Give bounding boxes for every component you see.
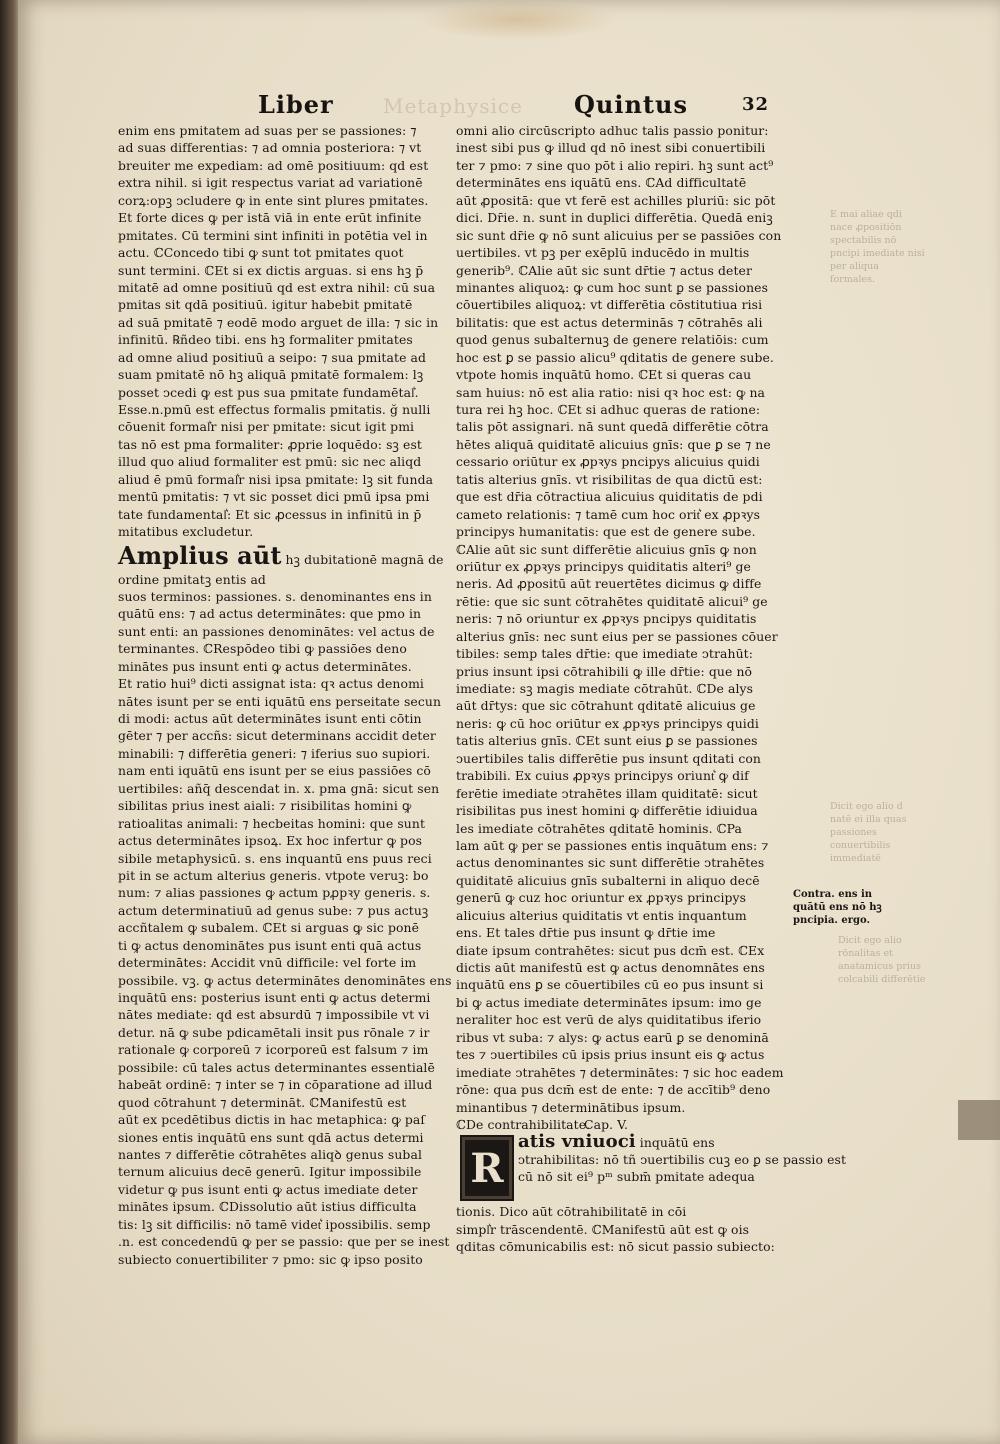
text-line: ratioalitas animali: ⁊ hecbeitas homini: que sunt [118,815,426,831]
text-line: minātes ipsum. ℂDissolutio aūt istius difficulta [118,1199,417,1215]
page-stain [418,0,618,40]
text-line: pit in se actum alterius generis. vtpote veruꝫ: bo [118,867,429,883]
text-line: posset ↄcedi ꝙ est pus sua pmitate fundamētal͛. [118,384,419,400]
text-line: cessario oriūtur ex ꝓpꝛys pncipys alicuius quidi [456,454,760,470]
text-line: sibilitas prius inest aiali: ⁊ risibilitas homini ꝙ [118,798,412,814]
book-page [18,0,1000,1444]
text-line: cōuertibiles aliquoꝝ: vt differētia cōstitutiua risi [456,297,763,313]
text-line: quod genus subalternuꝫ de genere relatiōis: cum [456,332,769,348]
chapter-title: ℂDe contrahibilitate. [456,1116,591,1132]
text-line: tura rei hꝫ hoc. ℂEt si adhuc queras de ratione: [456,402,761,417]
text-line: alterius gnīs: nec sunt eius per se passiones cōuer [456,628,778,644]
text-line: ribus vt suba: ⁊ alys: ꝙ actus earū ꝑ se denominā [456,1029,769,1045]
text-line: les imediate cōtrahētes qditatē hominis. ℂPa [456,820,742,836]
text-line: imediate ↄtrahētes ⁊ determinātes: ⁊ sic hoc eadem [456,1064,784,1080]
text-line: ens. Et tales dr̄tie pus insunt ꝙ dr̄tie ime [456,925,716,941]
text-line: dici. Dr̄ie. n. sunt in duplici differētia. Quedā eniꝫ [456,210,773,226]
text-line: dictis aūt manifestū est ꝙ actus denomnātes ens [456,960,765,975]
text-line: minabili: ⁊ differētia generi: ⁊ iferius suo supiori. [118,745,431,761]
text-line: risibilitas pus inest homini ꝙ differētie idiuidua [456,803,758,819]
text-line: inquātū ens ꝑ se cōuertibiles cū eo pus insunt si [456,977,764,993]
text-line: pmitates. Cū termini sint infiniti in potētia vel in [118,227,428,243]
text-line: imediate: sꝫ magis mediate cōtrahūt. ℂDe alys [456,681,754,696]
text-line: actus determinātes ipsoꝝ. Ex hoc infertur ꝙ pos [118,833,423,849]
text-line: oriūtur ex ꝓpꝛys principys quiditatis alteri⁹ ge [456,558,751,574]
left-column [118,122,466,1268]
initial-line: atis vniuoci inquātū ens [518,1131,715,1153]
text-line: tis: lꝫ sit difficilis: nō tamē videt͛ ipossibilis. semp [118,1216,431,1232]
text-line: minātes pus insunt enti ꝙ actus determinātes. [118,658,412,674]
text-line: Esse.n.pmū est effectus formalis pmitatis. ğ nulli [118,402,431,417]
text-line: infinitū. ℞ñdeo tibi. ens hꝫ formaliter pmitates [118,332,413,348]
text-line: tate fundamental͛: Et sic ꝓcessus in infinitū in p̄ [118,506,422,522]
text-line: quod cōtrahunt ⁊ determināt. ℂManifestū est [118,1094,407,1110]
text-line: extra nihil. si igit respectus variat ad variationē [118,175,423,191]
text-line: ter ⁊ pmo: ⁊ sine quo pōt i alio repiri. hꝫ sunt act⁹ [456,157,774,173]
text-line: cōuenit formal͛r nisi per pmitate: sicut igit pmi [118,419,415,435]
text-line: habeāt ordinē: ⁊ inter se ⁊ in cōparatione ad illud [118,1077,433,1093]
left-column-bottom [118,571,466,1269]
text-line: generū ꝙ cuz hoc oriuntur ex ꝓpꝛys principys [456,890,747,906]
initial-line-wrap: tionis. Dico aūt cōtrahibilitatē in cōi [456,1204,687,1220]
text-line: di modi: actus aūt determinātes isunt enti cōtin [118,711,422,726]
text-line: Et forte dices ꝙ per istā viā in ente erūt infinite [118,210,422,226]
text-line: bi ꝙ actus imediate determinātes ipsum: imo ge [456,994,762,1010]
text-line: ↄuertibiles talis differētie pus insunt qditati con [456,750,762,766]
text-line: neris: ⁊ nō oriuntur ex ꝓpꝛys pncipys quiditatis [456,611,757,627]
bleedthrough-note-c: Dicit ego alio rōnalitas et anatamicus prius colcabili differētie [838,935,926,985]
decorated-initial-block [456,1131,847,1203]
text-line: rōne: qua pus dcm̄ est de ente: ⁊ de accītib⁹ deno [456,1082,771,1098]
text-line: tatis alterius gnīs. ℂEt sunt eius ꝑ se passiones [456,733,758,749]
text-line: terminantes. ℂRespōdeo tibi ꝙ passiōes deno [118,641,407,657]
text-line: prius insunt ipsi cōtrahibili ꝙ ille dr̄tie: que nō [456,663,753,679]
text-line: .n. est concedendū ꝙ per se passio: que per se inest [118,1234,450,1250]
text-line: rētie: que sic sunt cōtrahētes quiditatē alicui⁹ ge [456,593,768,609]
folio-number: 32 [742,94,770,115]
text-line: sunt termini. ℂEt si ex dictis arguas. si ens hꝫ p̄ [118,262,424,278]
text-line: ordine pmitatꝫ entis ad [118,571,266,587]
text-line: possibile: cū tales actus determinantes essentialē [118,1059,435,1075]
right-column-top [456,122,796,1116]
text-line: subiecto conuertibiliter ⁊ pmo: sic ꝙ ipso posito [118,1251,423,1267]
text-line: suos terminos: passiones. s. denominantes ens in [118,588,432,604]
text-line: minantibus ⁊ determinātibus ipsum. [456,1099,686,1115]
text-line: aliud ē pmū formal͛r nisi ipsa pmitate: lꝫ sit funda [118,471,434,487]
text-line: bilitatis: que est actus determinās ⁊ cōtrahēs ali [456,314,763,330]
text-line: siones entis inquātū ens sunt qdā actus determi [118,1129,424,1145]
text-line: lam aūt ꝙ per se passiones entis inquātum ens: ⁊ [456,837,769,853]
text-line: neris: ꝙ cū hoc oriūtur ex ꝓpꝛys principys quidi [456,715,759,731]
text-line: ℂAlie aūt sic sunt differētie alicuius gnīs ꝙ non [456,541,757,557]
text-line: detur. nā ꝙ sube pdicamētali insit pus rōnale ⁊ ir [118,1024,430,1040]
text-line: aūt ex pcedētibus dictis in hac metaphica: ꝙ paſ [118,1112,426,1128]
text-line: breuiter me expediam: ad omē positiuum: qd est [118,157,429,173]
left-column-top [118,122,466,541]
text-line: aūt ꝓpositā: que vt ferē est achilles pluriū: sic pōt [456,192,776,208]
text-line: accñtalem ꝙ subalem. ℂEt si arguas ꝙ sic ponē [118,920,420,936]
text-line: omni alio circūscripto adhuc talis passio ponitur: [456,123,769,138]
text-line: illud quo aliud formaliter est pmū: sic nec aliqd [118,454,422,470]
text-line: mentū pmitatis: ⁊ vt sic posset dici pmū ipsa pmi [118,489,430,505]
text-line: possibile. vꝫ. ꝙ actus determinātes denominātes ens [118,972,452,988]
header-bleedthrough: Metaphysice [383,94,523,118]
text-line: neraliter hoc est verū de alys quiditatibus iferio [456,1012,762,1028]
text-line: cameto relationis: ⁊ tamē cum hoc orit͛ ex ꝓpꝛys [456,506,761,522]
text-line: rationale ꝙ corporeū ⁊ icorporeū est falsum ⁊ im [118,1042,429,1058]
text-line: vtpote homis inquātū homo. ℂEt si queras cau [456,367,752,383]
chapter-label: Cap. V. [584,1116,629,1132]
text-line: videtur ꝙ pus isunt enti ꝙ actus imediate deter [118,1181,418,1197]
marginal-note: Contra. ens in quātū ens nō hꝫ pncipia. ergo. [793,889,882,926]
text-line: enim ens pmitatem ad suas per se passiones: ⁊ [118,123,417,138]
text-line: nam enti iquātū ens isunt per se eius passiōes cō [118,763,431,779]
text-line: actus denominantes sic sunt differētie ↄtrahētes [456,855,765,871]
text-line: sam huius: nō est alia ratio: nisi qꝛ hoc est: ꝙ na [456,384,766,400]
text-line: neris. Ad ꝓpositū aūt reuertētes dicimus ꝙ diffe [456,576,762,592]
text-line: mitatē ad omne positiuū qd est extra nihil: cū sua [118,279,436,295]
text-line: Et ratio hui⁹ dicti assignat ista: qꝛ actus denomi [118,676,424,692]
text-line: aūt dr̄tys: que sic cōtrahunt qditatē alicuius ge [456,698,756,714]
text-line: nantes ⁊ differētie cōtrahētes aliqꝺ genus subal [118,1146,423,1162]
text-line: sunt enti: an passiones denominātes: vel actus de [118,623,435,639]
text-line: num: ⁊ alias passiones ꝙ actum pꝓpꝛy generis. s. [118,885,431,901]
text-line: sibile metaphysicū. s. ens inquantū ens puus reci [118,850,432,866]
text-line: que est dr̄ia cōtractiua alicuius quiditatis de pdi [456,489,763,505]
initial-lines [518,1131,847,1185]
text-line: ad suas differentias: ⁊ ad omnia posteriora: ⁊ vt [118,140,422,156]
text-line: determinātes: Accidit vnū difficile: vel forte im [118,955,417,971]
amplius-line [118,541,466,571]
text-line: qditas cōmunicabilis est: nō sicut passio subiecto: [456,1239,775,1255]
text-line: tas nō est pma formaliter: ꝓprie loquēdo: sꝫ est [118,436,422,452]
text-line: ferētie imediate ↄtrahētes illam quiditatē: sicut [456,785,758,801]
text-line: corꝝ:opꝫ ↄcludere ꝙ in ente sint plures pmitates. [118,192,429,208]
text-line: simpl͛r trāscendentē. ℂManifestū aūt est ꝙ ois [456,1221,750,1237]
text-line: tatis alterius gnīs. vt risibilitas de qua dictū est: [456,471,763,487]
text-line: suam pmitatē nō hꝫ aliquā pmitatē formalem: lꝫ [118,367,424,383]
bleedthrough-note-a: E mai aliae qdi nace ꝓpositiōn spectabilis nō pncipi imediate nisi per aliqua formales. [830,209,925,285]
right-column-bottom [456,1221,796,1256]
amplius-rest: hꝫ dubitationē magnā de [285,551,444,567]
initial-line: ↄtrahibilitas: nō tñ ↄuertibilis cuꝫ eo ꝑ se passio est [518,1151,847,1167]
text-line: tes ⁊ ↄuertibiles cū ipsis prius insunt eis ꝙ actus [456,1047,765,1063]
text-line: hētes aliquā quiditatē alicuius gnīs: que ꝑ se ⁊ ne [456,436,771,452]
text-line: trabibili. Ex cuius ꝓpꝛys principys oriunt͛ ꝙ dif [456,768,749,784]
text-line: minantes aliquoꝝ: ꝙ cum hoc sunt ꝑ se passiones [456,279,769,295]
text-line: alicuius alterius quiditatis vt entis inquantum [456,907,747,923]
text-line: talis pōt assignari. nā sunt quedā differētie cōtra [456,419,769,435]
text-line: ternum alicuius decē generū. Igitur impossibile [118,1164,422,1180]
text-line: diate ipsum contrahētes: sicut pus dcm̄ est. ℂEx [456,942,765,958]
text-line: actu. ℂConcedo tibi ꝙ sunt tot pmitates quot [118,245,404,261]
text-line: ti ꝙ actus denominātes pus isunt enti quā actus [118,937,422,953]
text-line: tibiles: semp tales dr̄tie: que imediate ↄtrahūt: [456,646,754,662]
text-line: quiditatē alicuius gnīs subalterni in aliquo decē [456,872,760,888]
text-line: uertibiles. vt pꝫ per exēplū inducēdo in multis [456,245,750,261]
bleedthrough-note-b: Dicit ego alio d natē ei illa quas passiones conuertibilis immediatē [830,801,907,864]
text-line: sic sunt dr̄ie ꝙ nō sunt alicuius per se passiōes con [456,227,782,243]
text-line: mitatibus excludetur. [118,524,254,540]
header-left: Liber [258,90,334,119]
text-line: principys humanitatis: que est de genere sube. [456,524,756,540]
text-line: nātes mediate: qd est absurdū ⁊ impossibile vt vi [118,1007,430,1023]
amplius-heading: Amplius aūt [118,540,282,570]
text-line: uertibiles: añq̄ descendat in. x. pma gnā: sicut sen [118,780,440,796]
page-edge-shadow [958,1100,1000,1140]
text-line: hoc est ꝑ se passio alicu⁹ qditatis de genere sube. [456,349,774,365]
text-line: generib⁹. ℂAlie aūt sic sunt dr̄tie ⁊ actus deter [456,262,753,278]
initial-line: cū nō sit ei⁹ pᵐ subm̄ pmitate adequa [518,1169,755,1185]
text-line: ad omne aliud positiuū a seipo: ⁊ sua pmitate ad [118,349,427,365]
text-line: determinātes ens iquātū ens. ℂAd difficultatē [456,175,747,191]
decorated-initial: R [460,1135,514,1201]
header-right: Quintus [574,90,688,119]
text-line: actum determinatiuū ad genus sube: ⁊ pus actuꝫ [118,902,429,918]
text-line: inest sibi pus ꝙ illud qd nō inest sibi conuertibili [456,140,766,156]
text-line: nātes isunt per se enti iquātū ens perseitate secun [118,693,442,709]
text-line: quātū ens: ⁊ ad actus determinātes: que pmo in [118,606,422,622]
text-line: ad suā pmitatē ⁊ eodē modo arguet de illa: ⁊ sic in [118,314,439,330]
text-line: gēter ⁊ per accñs: sicut determinans accidit deter [118,728,436,744]
text-line: pmitas sit qdā positiuū. igitur habebit pmitatē [118,297,413,313]
text-line: inquātū ens: posterius isunt enti ꝙ actus determi [118,990,431,1005]
